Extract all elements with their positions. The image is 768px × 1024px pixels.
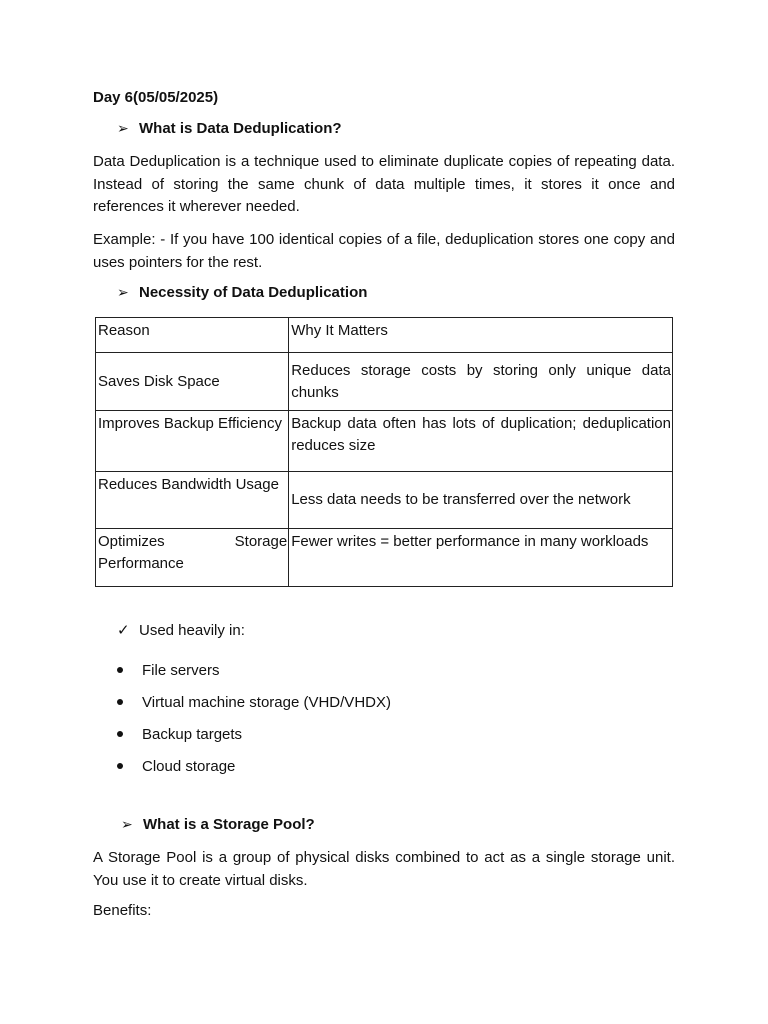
table-cell-why: Fewer writes = better performance in many workloads xyxy=(289,529,673,587)
dedup-heading xyxy=(117,120,342,137)
table-header-reason: Reason xyxy=(96,318,289,353)
storage-pool-paragraph: A Storage Pool is a group of physical disks combined to act as a single storage unit. You use it to create virtual disks. xyxy=(93,849,675,889)
necessity-heading-text: Necessity of Data Deduplication xyxy=(139,284,368,301)
arrow-bullet-icon: ➢ xyxy=(117,120,129,136)
table-cell-why: Backup data often has lots of duplication; deduplication reduces size xyxy=(289,411,673,472)
table-row xyxy=(96,353,673,411)
used-list xyxy=(114,654,391,782)
table-header-why: Why It Matters xyxy=(289,318,673,353)
dedup-example: Example: - If you have 100 identical copies of a file, deduplication stores one copy and uses pointers for the rest. xyxy=(93,231,675,271)
used-heavily-line xyxy=(117,621,245,639)
benefits-label: Benefits: xyxy=(93,902,152,919)
list-item-text: Cloud storage xyxy=(142,757,236,775)
storage-pool-heading xyxy=(121,816,315,833)
bullet-dot-icon xyxy=(117,699,123,705)
arrow-bullet-icon: ➢ xyxy=(117,284,129,300)
dedup-heading-text: What is Data Deduplication? xyxy=(139,120,342,137)
table-row xyxy=(96,472,673,529)
list-item-text: File servers xyxy=(142,661,220,679)
day-title: Day 6(05/05/2025) xyxy=(93,89,219,106)
checkmark-icon: ✓ xyxy=(117,622,130,639)
necessity-heading xyxy=(117,284,367,301)
list-item xyxy=(114,750,391,782)
table-header-row xyxy=(96,318,673,353)
table-cell-reason: Improves Backup Efficiency xyxy=(96,411,289,472)
table-cell-reason: Optimizes Storage Performance xyxy=(96,529,289,587)
necessity-table xyxy=(95,317,673,587)
list-item xyxy=(114,686,391,718)
table-cell-why: Less data needs to be transferred over the network xyxy=(289,472,673,529)
table-cell-reason: Reduces Bandwidth Usage xyxy=(96,472,289,529)
storage-pool-heading-text: What is a Storage Pool? xyxy=(143,816,315,833)
bullet-dot-icon xyxy=(117,763,123,769)
list-item xyxy=(114,654,391,686)
table-cell-reason: Saves Disk Space xyxy=(96,353,289,411)
used-heavily-text: Used heavily in: xyxy=(139,621,245,639)
dedup-paragraph: Data Deduplication is a technique used to eliminate duplicate copies of repeating data. Instead of storing the same chunk of data multiple times, it stores it once and references it wherever needed. xyxy=(93,153,675,215)
bullet-dot-icon xyxy=(117,667,123,673)
table-row xyxy=(96,411,673,472)
arrow-bullet-icon: ➢ xyxy=(121,816,133,832)
table-cell-why: Reduces storage costs by storing only unique data chunks xyxy=(289,353,673,411)
list-item xyxy=(114,718,391,750)
bullet-dot-icon xyxy=(117,731,123,737)
list-item-text: Virtual machine storage (VHD/VHDX) xyxy=(142,693,391,711)
list-item-text: Backup targets xyxy=(142,725,243,743)
table-row xyxy=(96,529,673,587)
